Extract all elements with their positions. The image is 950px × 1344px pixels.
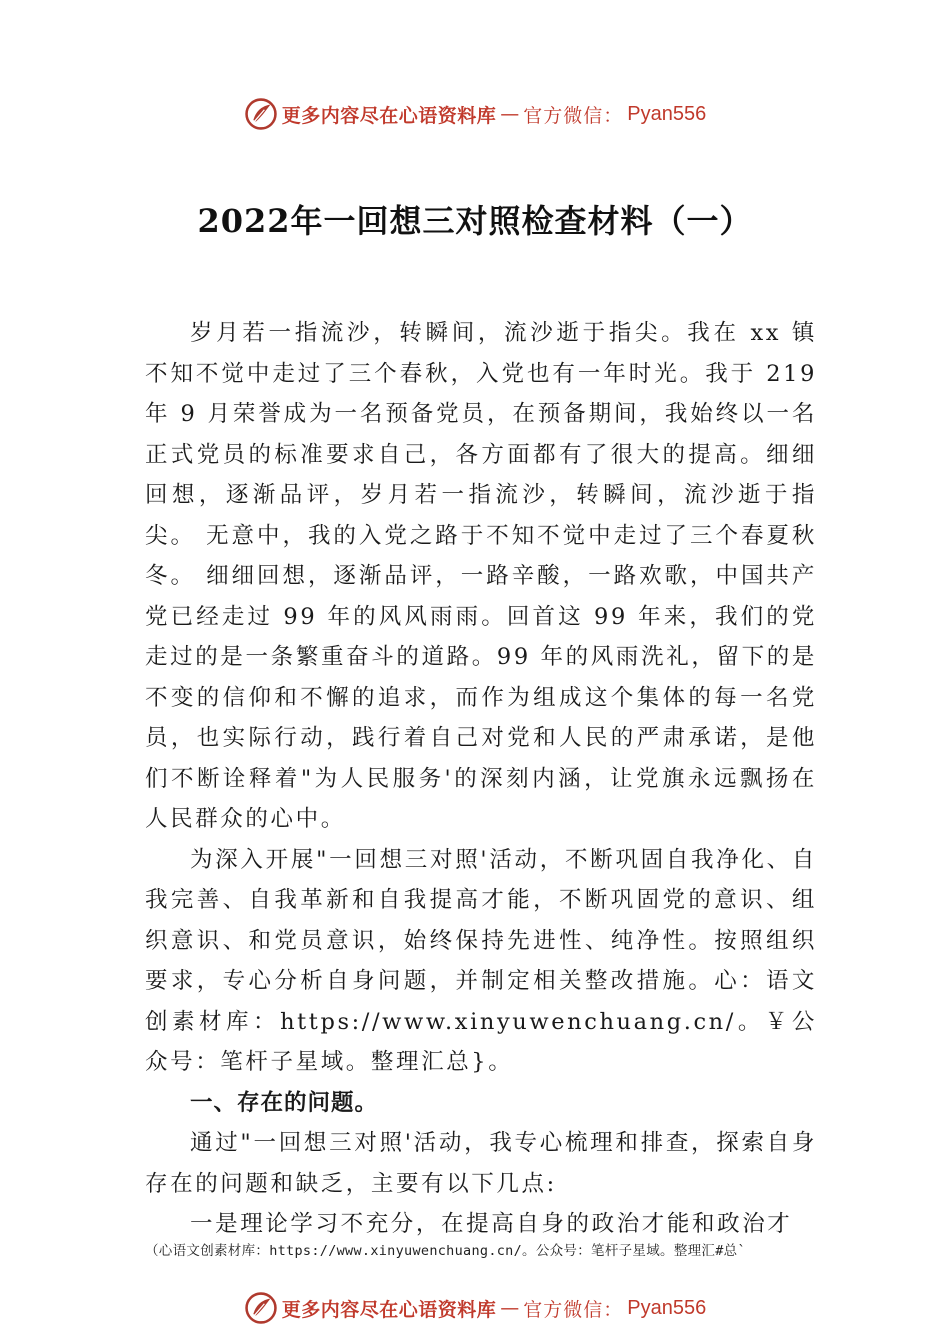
section-paragraph-2: 一是理论学习不充分，在提高自身的政治才能和政治才 bbox=[190, 1211, 793, 1237]
banner-separator: — bbox=[500, 1297, 520, 1319]
bottom-banner bbox=[0, 1288, 950, 1328]
section-paragraph-1: 通过"一回想三对照'活动，我专心梳理和排查，探索自身存在的问题和缺乏，主要有以下几点: bbox=[145, 1130, 817, 1197]
top-banner bbox=[0, 94, 950, 134]
brand-logo-icon bbox=[244, 1291, 278, 1325]
banner-brand-text: 更多内容尽在心语资料库 bbox=[281, 1298, 497, 1321]
banner-separator: — bbox=[500, 103, 520, 125]
brand-logo-icon bbox=[244, 97, 278, 131]
body-paragraph-2: 为深入开展"一回想三对照'活动，不断巩固自我净化、自我完善、自我革新和自我提高才能，不断巩固党的意识、组织意识、和党员意识，始终保持先进性、纯净性。按照组织要求，专心分析自身问题，并制定相关整改措施。心：语文创素材库：https://www.xinyuwenchuang.cn/。￥公众号：笔杆子星域。整理汇总}。 bbox=[145, 846, 817, 1075]
banner-wechat-label: 官方微信： bbox=[523, 104, 624, 127]
banner-wechat-id: Pyan556 bbox=[627, 102, 707, 125]
footer-source-note: （心语文创素材库：https://www.xinyuwenchuang.cn/。公众号：笔杆子星域。整理汇#总` bbox=[145, 1243, 746, 1259]
banner-content bbox=[244, 97, 707, 131]
section-heading: 一、存在的问题。 bbox=[190, 1089, 379, 1116]
body-paragraph-1: 岁月若一指流沙，转瞬间，流沙逝于指尖。我在 xx 镇不知不觉中走过了三个春秋，入党也有一年时光。我于 219 年 9 月荣誉成为一名预备党员，在预备期间，我始终以一名正式党员的标准要求自己，各方面都有了很大的提高。细细回想，逐渐品评，岁月若一指流沙，转瞬间，流沙逝于指尖。 无意中，我的入党之路于不知不觉中走过了三个春夏秋冬。 细细回想，逐渐品评，一路辛酸，一路欢歌，中国共产党已经走过 99 年的风风雨雨。回首这 99 年来，我们的党走过的是一条繁重奋斗的道路。99 年的风雨洗礼，留下的是不变的信仰和不懈的追求，而作为组成这个集体的每一名党员，也实际行动，践行着自己对党和人民的严肃承诺，是他们不断诠释着"为人民服务'的深刻内涵，让党旗永远飘扬在人民群众的心中。 bbox=[145, 320, 817, 832]
banner-content bbox=[244, 1291, 707, 1325]
banner-wechat-id: Pyan556 bbox=[627, 1296, 707, 1319]
banner-brand-text: 更多内容尽在心语资料库 bbox=[281, 104, 497, 127]
document-title: 2022年一回想三对照检查材料（一） bbox=[197, 202, 753, 240]
document-body bbox=[145, 313, 817, 1245]
banner-wechat-label: 官方微信： bbox=[523, 1298, 624, 1321]
